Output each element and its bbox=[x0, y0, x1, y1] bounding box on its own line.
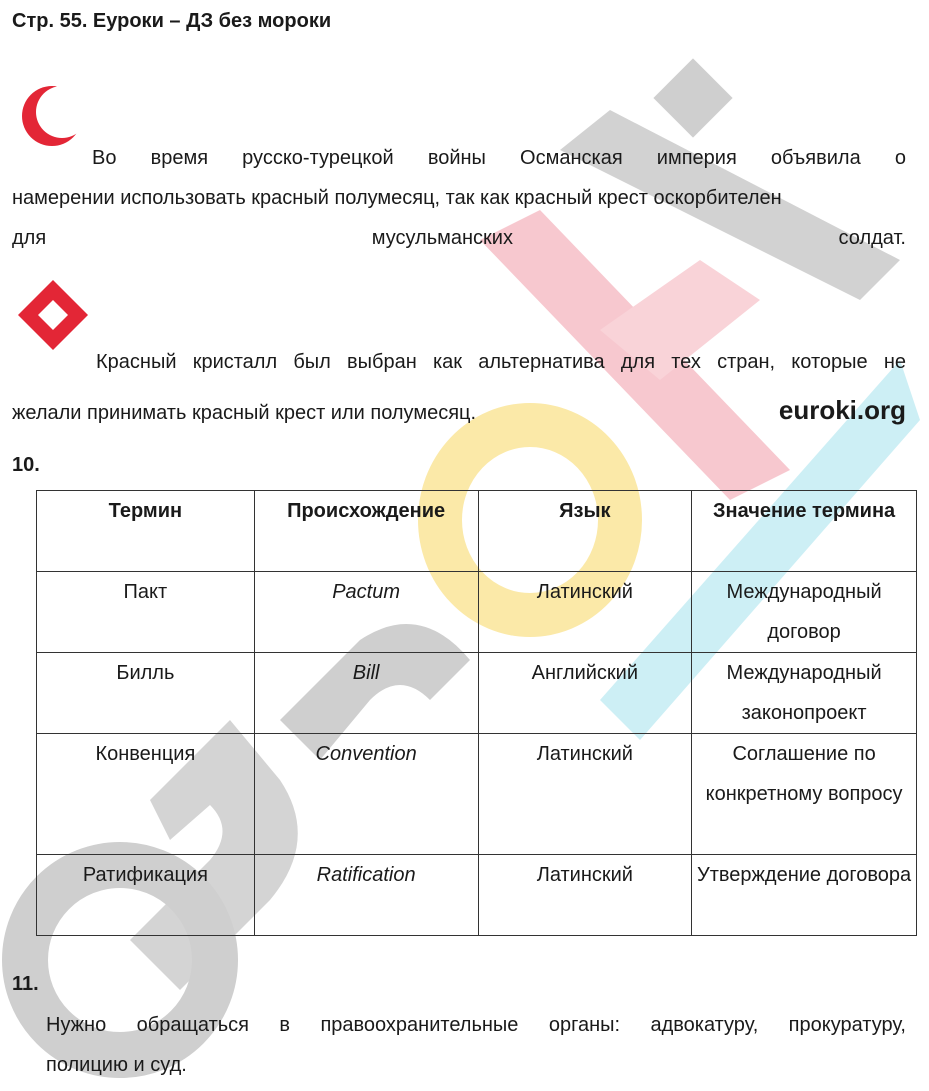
paragraph1-line1: Во время русско-турецкой войны Османская империя объявила о bbox=[92, 147, 906, 169]
cell-origin: Convention bbox=[254, 734, 478, 855]
cell-term: Пакт bbox=[37, 572, 255, 653]
cell-language: Английский bbox=[478, 653, 692, 734]
cell-origin: Ratification bbox=[254, 855, 478, 936]
cell-meaning: Международный договор bbox=[692, 572, 917, 653]
task11-line1: Нужно обращаться в правоохранительные органы: адвокатуру, прокуратуру, bbox=[46, 1014, 906, 1036]
cell-language: Латинский bbox=[478, 855, 692, 936]
cell-origin: Bill bbox=[254, 653, 478, 734]
cell-term: Ратификация bbox=[37, 855, 255, 936]
cell-term: Конвенция bbox=[37, 734, 255, 855]
site-brand: euroki.org bbox=[778, 395, 906, 425]
cell-term: Билль bbox=[37, 653, 255, 734]
task-number-10: 10. bbox=[12, 454, 40, 476]
task11-answer bbox=[46, 1005, 906, 1085]
cell-language: Латинский bbox=[478, 734, 692, 855]
page-title: Стр. 55. Еуроки – ДЗ без мороки bbox=[12, 10, 332, 32]
paragraph1-line2: намерении использовать красный полумесяц, так как красный крест оскорбителен bbox=[12, 187, 782, 209]
cell-meaning: Международный законопроект bbox=[692, 653, 917, 734]
column-header-term: Термин bbox=[37, 491, 255, 572]
paragraph2-line1: Красный кристалл был выбран как альтернатива для тех стран, которые не bbox=[96, 351, 906, 373]
cell-meaning: Соглашение по конкретному вопросу bbox=[692, 734, 917, 855]
cell-meaning: Утверждение договора bbox=[692, 855, 917, 936]
paragraph1-line3: для мусульманских солдат. bbox=[12, 227, 906, 249]
column-header-language: Язык bbox=[478, 491, 692, 572]
table-row bbox=[37, 653, 917, 734]
paragraph-red-crystal bbox=[12, 338, 906, 437]
paragraph-red-crescent bbox=[12, 138, 906, 258]
column-header-origin: Происхождение bbox=[254, 491, 478, 572]
terms-table bbox=[36, 490, 917, 936]
cell-origin: Pactum bbox=[254, 572, 478, 653]
cell-language: Латинский bbox=[478, 572, 692, 653]
task-number-11: 11. bbox=[12, 973, 39, 995]
task11-line2: полицию и суд. bbox=[46, 1054, 187, 1076]
column-header-meaning: Значение термина bbox=[692, 491, 917, 572]
table-row bbox=[37, 572, 917, 653]
table-row bbox=[37, 855, 917, 936]
paragraph2-line2: желали принимать красный крест или полумесяц. bbox=[12, 402, 477, 424]
paragraph2-line2-row bbox=[12, 386, 906, 437]
table-row bbox=[37, 734, 917, 855]
table-header-row bbox=[37, 491, 917, 572]
